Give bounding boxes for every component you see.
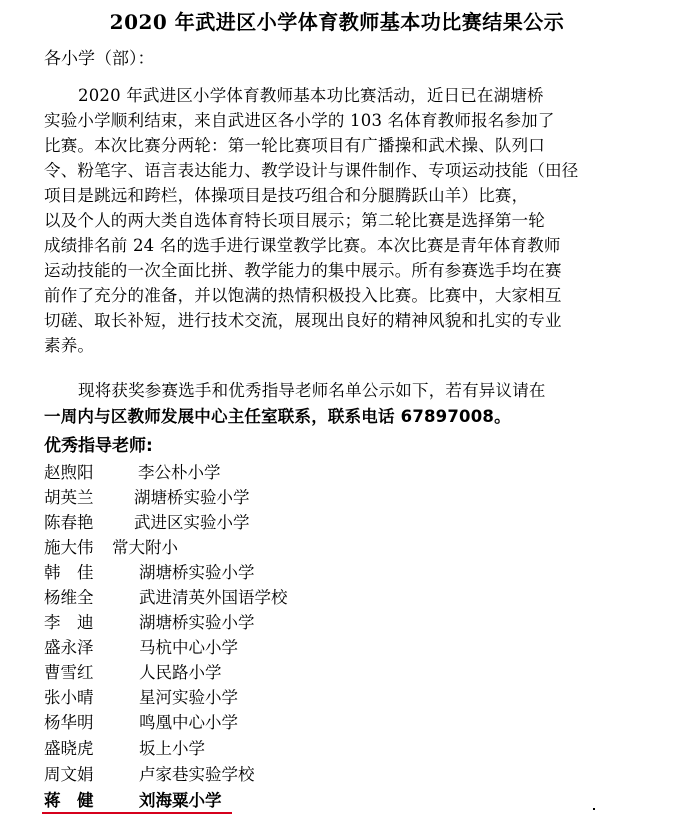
teacher-school: 武进区实验小学	[134, 513, 250, 532]
teacher-name: 施大伟	[44, 538, 94, 557]
teacher-name: 杨华明	[44, 713, 94, 732]
teacher-name: 杨维全	[44, 588, 94, 607]
paragraph-line: 比赛。本次比赛分两轮：第一轮比赛项目有广播操和武术操、队列口	[44, 136, 545, 155]
teacher-name: 韩 佳	[44, 563, 94, 582]
paragraph-line: 成绩排名前 24 名的选手进行课堂教学比赛。本次比赛是青年体育教师	[44, 236, 561, 255]
teacher-school: 湖塘桥实验小学	[139, 613, 255, 632]
section-heading: 优秀指导老师:	[44, 436, 153, 456]
teacher-name: 李 迪	[44, 613, 94, 632]
teacher-school: 卢家巷实验学校	[139, 765, 255, 784]
notice-line: 现将获奖参赛选手和优秀指导老师名单公示如下，若有异议请在	[78, 381, 546, 400]
paragraph-line: 运动技能的一次全面比拼、教学能力的集中展示。所有参赛选手均在赛	[44, 261, 562, 280]
teacher-name: 张小晴	[44, 688, 94, 707]
teacher-school: 常大附小	[112, 538, 178, 557]
paragraph-line: 实验小学顺利结束，来自武进区各小学的 103 名体育教师报名参加了	[44, 111, 555, 130]
paragraph-line: 项目是跳远和跨栏，体操项目是技巧组合和分腿腾跃山羊）比赛，	[44, 186, 529, 205]
document-title: 2020 年武进区小学体育教师基本功比赛结果公示	[109, 10, 565, 34]
teacher-name: 赵煦阳	[44, 463, 94, 482]
teacher-name: 陈春艳	[44, 513, 94, 532]
paragraph-line: 令、粉笔字、语言表达能力、教学设计与课件制作、专项运动技能（田径	[44, 161, 579, 180]
teacher-school: 星河实验小学	[139, 688, 238, 707]
stray-dot	[593, 808, 595, 810]
teacher-school: 坂上小学	[139, 739, 205, 758]
paragraph-line: 2020 年武进区小学体育教师基本功比赛活动，近日已在湖塘桥	[78, 86, 544, 105]
contact-line: 一周内与区教师发展中心主任室联系，联系电话 67897008。	[44, 407, 511, 426]
salutation: 各小学（部）：	[44, 49, 155, 69]
teacher-school: 鸣凰中心小学	[139, 713, 238, 732]
teacher-name: 盛晓虎	[44, 739, 94, 758]
teacher-school: 马杭中心小学	[139, 638, 238, 657]
teacher-school: 刘海粟小学	[139, 791, 222, 810]
red-underline	[42, 812, 232, 814]
paragraph-line: 前作了充分的准备，并以饱满的热情积极投入比赛。比赛中，大家相互	[44, 286, 562, 305]
paragraph-line: 以及个人的两大类自选体育特长项目展示；第二轮比赛是选择第一轮	[44, 211, 545, 230]
teacher-school: 人民路小学	[139, 663, 222, 682]
paragraph-line: 切磋、取长补短，进行技术交流，展现出良好的精神风貌和扎实的专业	[44, 311, 562, 330]
teacher-name: 盛永泽	[44, 638, 94, 657]
teacher-name: 周文娟	[44, 765, 94, 784]
teacher-name: 胡英兰	[44, 488, 94, 507]
paragraph-line: 素养。	[44, 336, 95, 355]
teacher-school: 李公朴小学	[138, 463, 221, 482]
teacher-name: 蒋 健	[44, 791, 94, 810]
teacher-school: 武进清英外国语学校	[139, 588, 288, 607]
teacher-school: 湖塘桥实验小学	[134, 488, 250, 507]
teacher-school: 湖塘桥实验小学	[139, 563, 255, 582]
teacher-name: 曹雪红	[44, 663, 94, 682]
